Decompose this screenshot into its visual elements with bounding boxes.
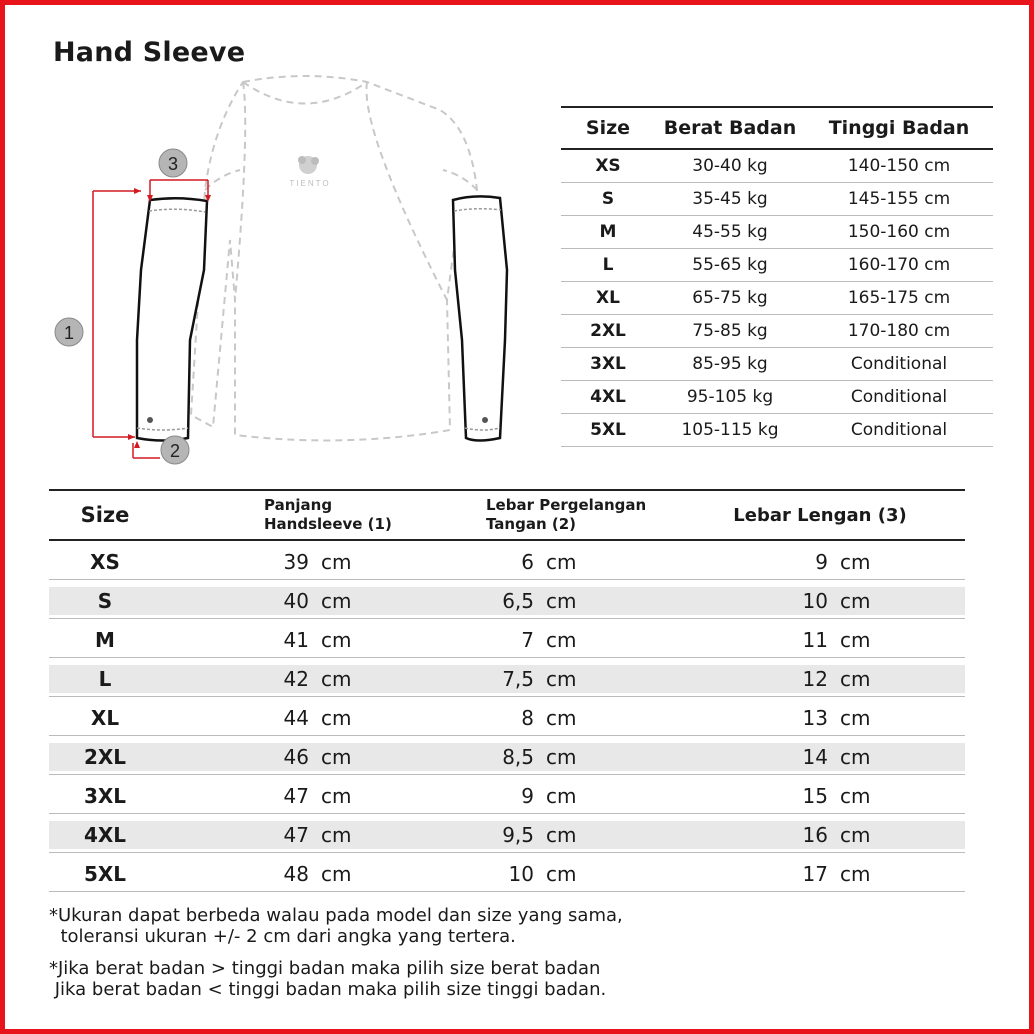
callout-2 xyxy=(161,436,189,464)
value: 40 xyxy=(283,589,309,613)
value: 9,5 xyxy=(502,823,534,847)
value: 15 xyxy=(802,784,828,808)
table-row xyxy=(561,282,993,315)
unit: cm xyxy=(546,550,577,574)
table-row xyxy=(561,216,993,249)
height-cell: 150-160 cm xyxy=(847,222,951,242)
table-row xyxy=(561,381,993,414)
value: 39 xyxy=(283,550,309,574)
header-size: Size xyxy=(80,503,130,527)
arm-width-cell xyxy=(748,823,965,847)
weight-cell: 35-45 kg xyxy=(692,189,768,209)
header-wrist-line1: Lebar Pergelangan xyxy=(486,496,647,514)
height-cell: 140-150 cm xyxy=(847,156,951,176)
length-cell xyxy=(161,823,486,847)
weight-cell: 30-40 kg xyxy=(692,156,768,176)
height-cell: 165-175 cm xyxy=(847,288,951,308)
table-header xyxy=(561,108,993,150)
value: 10 xyxy=(508,862,534,886)
unit: cm xyxy=(321,628,352,652)
unit: cm xyxy=(546,745,577,769)
unit: cm xyxy=(546,667,577,691)
size-cell: 2XL xyxy=(590,321,626,341)
svg-text:1: 1 xyxy=(63,323,75,343)
header-height: Tinggi Badan xyxy=(828,117,970,139)
table-row xyxy=(561,249,993,282)
size-cell: L xyxy=(602,255,614,275)
unit: cm xyxy=(546,784,577,808)
right-hand-sleeve xyxy=(453,196,507,440)
table-row xyxy=(49,619,965,658)
wrist-cell xyxy=(486,667,748,691)
size-cell: S xyxy=(601,189,615,209)
value: 10 xyxy=(802,589,828,613)
row-band xyxy=(49,548,965,576)
header-length-line2: Handsleeve (1) xyxy=(264,515,392,533)
value: 46 xyxy=(283,745,309,769)
unit: cm xyxy=(546,823,577,847)
row-band xyxy=(49,860,965,888)
unit: cm xyxy=(840,589,871,613)
unit: cm xyxy=(321,706,352,730)
tolerance-note xyxy=(49,905,623,947)
value: 44 xyxy=(283,706,309,730)
table-row xyxy=(49,814,965,853)
size-choice-note xyxy=(49,958,606,1000)
value: 42 xyxy=(283,667,309,691)
wrist-cell xyxy=(486,550,748,574)
row-band xyxy=(49,743,965,771)
unit: cm xyxy=(321,667,352,691)
value: 11 xyxy=(802,628,828,652)
unit: cm xyxy=(840,784,871,808)
size-cell: 2XL xyxy=(83,745,127,769)
size-cell: M xyxy=(95,628,115,652)
value: 9 xyxy=(521,784,534,808)
row-band xyxy=(49,665,965,693)
arm-width-cell xyxy=(748,628,965,652)
unit: cm xyxy=(546,706,577,730)
wrist-cell xyxy=(486,706,748,730)
unit: cm xyxy=(840,706,871,730)
wrist-cell xyxy=(486,862,748,886)
table-body xyxy=(49,541,965,892)
weight-cell: 105-115 kg xyxy=(681,420,779,440)
note-line: toleransi ukuran +/- 2 cm dari angka yang tertera. xyxy=(49,926,516,947)
unit: cm xyxy=(840,667,871,691)
table-row xyxy=(49,541,965,580)
unit: cm xyxy=(840,550,871,574)
length-cell xyxy=(161,706,486,730)
weight-cell: 65-75 kg xyxy=(692,288,768,308)
length-cell xyxy=(161,589,486,613)
header-wrist-line2: Tangan (2) xyxy=(486,515,577,533)
table-body xyxy=(561,150,993,447)
height-cell: 160-170 cm xyxy=(847,255,951,275)
value: 6 xyxy=(521,550,534,574)
unit: cm xyxy=(546,589,577,613)
table-row xyxy=(49,736,965,775)
table-row xyxy=(49,580,965,619)
unit: cm xyxy=(546,628,577,652)
left-hand-sleeve xyxy=(137,198,207,440)
size-cell: 4XL xyxy=(590,387,626,407)
weight-cell: 95-105 kg xyxy=(686,387,774,407)
weight-cell: 75-85 kg xyxy=(692,321,768,341)
length-cell xyxy=(161,628,486,652)
measurement-table xyxy=(49,489,965,892)
weight-height-table xyxy=(561,106,993,447)
value: 14 xyxy=(802,745,828,769)
value: 47 xyxy=(283,784,309,808)
table-header xyxy=(49,491,965,541)
arm-width-cell xyxy=(748,667,965,691)
value: 41 xyxy=(283,628,309,652)
table-row xyxy=(561,150,993,183)
unit: cm xyxy=(321,550,352,574)
value: 8 xyxy=(521,706,534,730)
page-title: Hand Sleeve xyxy=(53,37,246,68)
unit: cm xyxy=(840,628,871,652)
size-cell: 3XL xyxy=(590,354,626,374)
table-row xyxy=(49,697,965,736)
sleeve-illustration xyxy=(45,70,545,475)
shirt-outline xyxy=(191,76,493,440)
table-row xyxy=(49,658,965,697)
unit: cm xyxy=(321,784,352,808)
size-cell: 5XL xyxy=(83,862,127,886)
wrist-cell xyxy=(486,823,748,847)
wrist-cell xyxy=(486,745,748,769)
length-cell xyxy=(161,667,486,691)
height-cell: 170-180 cm xyxy=(847,321,951,341)
arm-width-cell xyxy=(748,706,965,730)
header-size: Size xyxy=(585,117,631,139)
unit: cm xyxy=(321,862,352,886)
note-line: *Jika berat badan > tinggi badan maka pilih size berat badan xyxy=(49,958,601,979)
header-arm-width: Lebar Lengan (3) xyxy=(733,504,907,526)
header-length-line1: Panjang xyxy=(264,496,333,514)
arm-width-cell xyxy=(748,784,965,808)
svg-text:TIENTO: TIENTO xyxy=(289,179,331,188)
table-row xyxy=(561,414,993,447)
height-cell: Conditional xyxy=(850,354,948,374)
height-cell: Conditional xyxy=(850,420,948,440)
value: 7,5 xyxy=(502,667,534,691)
weight-cell: 45-55 kg xyxy=(692,222,768,242)
callout-1 xyxy=(55,318,83,346)
unit: cm xyxy=(840,862,871,886)
length-cell xyxy=(161,550,486,574)
unit: cm xyxy=(321,745,352,769)
svg-text:3: 3 xyxy=(167,154,179,174)
length-cell xyxy=(161,862,486,886)
header-weight: Berat Badan xyxy=(663,117,797,139)
unit: cm xyxy=(840,745,871,769)
unit: cm xyxy=(840,823,871,847)
table-row xyxy=(561,348,993,381)
note-line: *Ukuran dapat berbeda walau pada model dan size yang sama, xyxy=(49,905,623,926)
table-row xyxy=(561,183,993,216)
height-cell: 145-155 cm xyxy=(847,189,951,209)
size-cell: M xyxy=(599,222,617,242)
weight-cell: 55-65 kg xyxy=(692,255,768,275)
unit: cm xyxy=(321,823,352,847)
note-line: Jika berat badan < tinggi badan maka pilih size tinggi badan. xyxy=(49,979,607,1000)
arm-width-cell xyxy=(748,745,965,769)
row-band xyxy=(49,587,965,615)
wrist-cell xyxy=(486,589,748,613)
table-row xyxy=(49,853,965,892)
row-band xyxy=(49,626,965,654)
size-cell: 3XL xyxy=(83,784,127,808)
brand-logo xyxy=(289,156,330,188)
value: 16 xyxy=(802,823,828,847)
wrist-cell xyxy=(486,784,748,808)
size-cell: XS xyxy=(595,156,621,176)
unit: cm xyxy=(321,589,352,613)
wrist-cell xyxy=(486,628,748,652)
size-cell: 4XL xyxy=(83,823,127,847)
arm-width-cell xyxy=(748,550,965,574)
height-cell: Conditional xyxy=(850,387,948,407)
row-band xyxy=(49,782,965,810)
size-cell: XL xyxy=(90,706,120,730)
value: 47 xyxy=(283,823,309,847)
length-cell xyxy=(161,784,486,808)
size-cell: 5XL xyxy=(590,420,626,440)
value: 6,5 xyxy=(502,589,534,613)
value: 12 xyxy=(802,667,828,691)
value: 17 xyxy=(802,862,828,886)
length-cell xyxy=(161,745,486,769)
table-row xyxy=(49,775,965,814)
size-cell: XL xyxy=(596,288,620,308)
svg-text:2: 2 xyxy=(169,441,181,461)
callout-3 xyxy=(159,149,187,177)
value: 9 xyxy=(815,550,828,574)
size-cell: S xyxy=(97,589,113,613)
table-row xyxy=(561,315,993,348)
size-cell: XS xyxy=(90,550,120,574)
size-cell: L xyxy=(98,667,112,691)
arm-width-cell xyxy=(748,589,965,613)
value: 48 xyxy=(283,862,309,886)
value: 7 xyxy=(521,628,534,652)
value: 13 xyxy=(802,706,828,730)
size-chart-page xyxy=(5,5,1029,1029)
row-band xyxy=(49,821,965,849)
unit: cm xyxy=(546,862,577,886)
row-band xyxy=(49,704,965,732)
weight-cell: 85-95 kg xyxy=(692,354,768,374)
arm-width-cell xyxy=(748,862,965,886)
value: 8,5 xyxy=(502,745,534,769)
